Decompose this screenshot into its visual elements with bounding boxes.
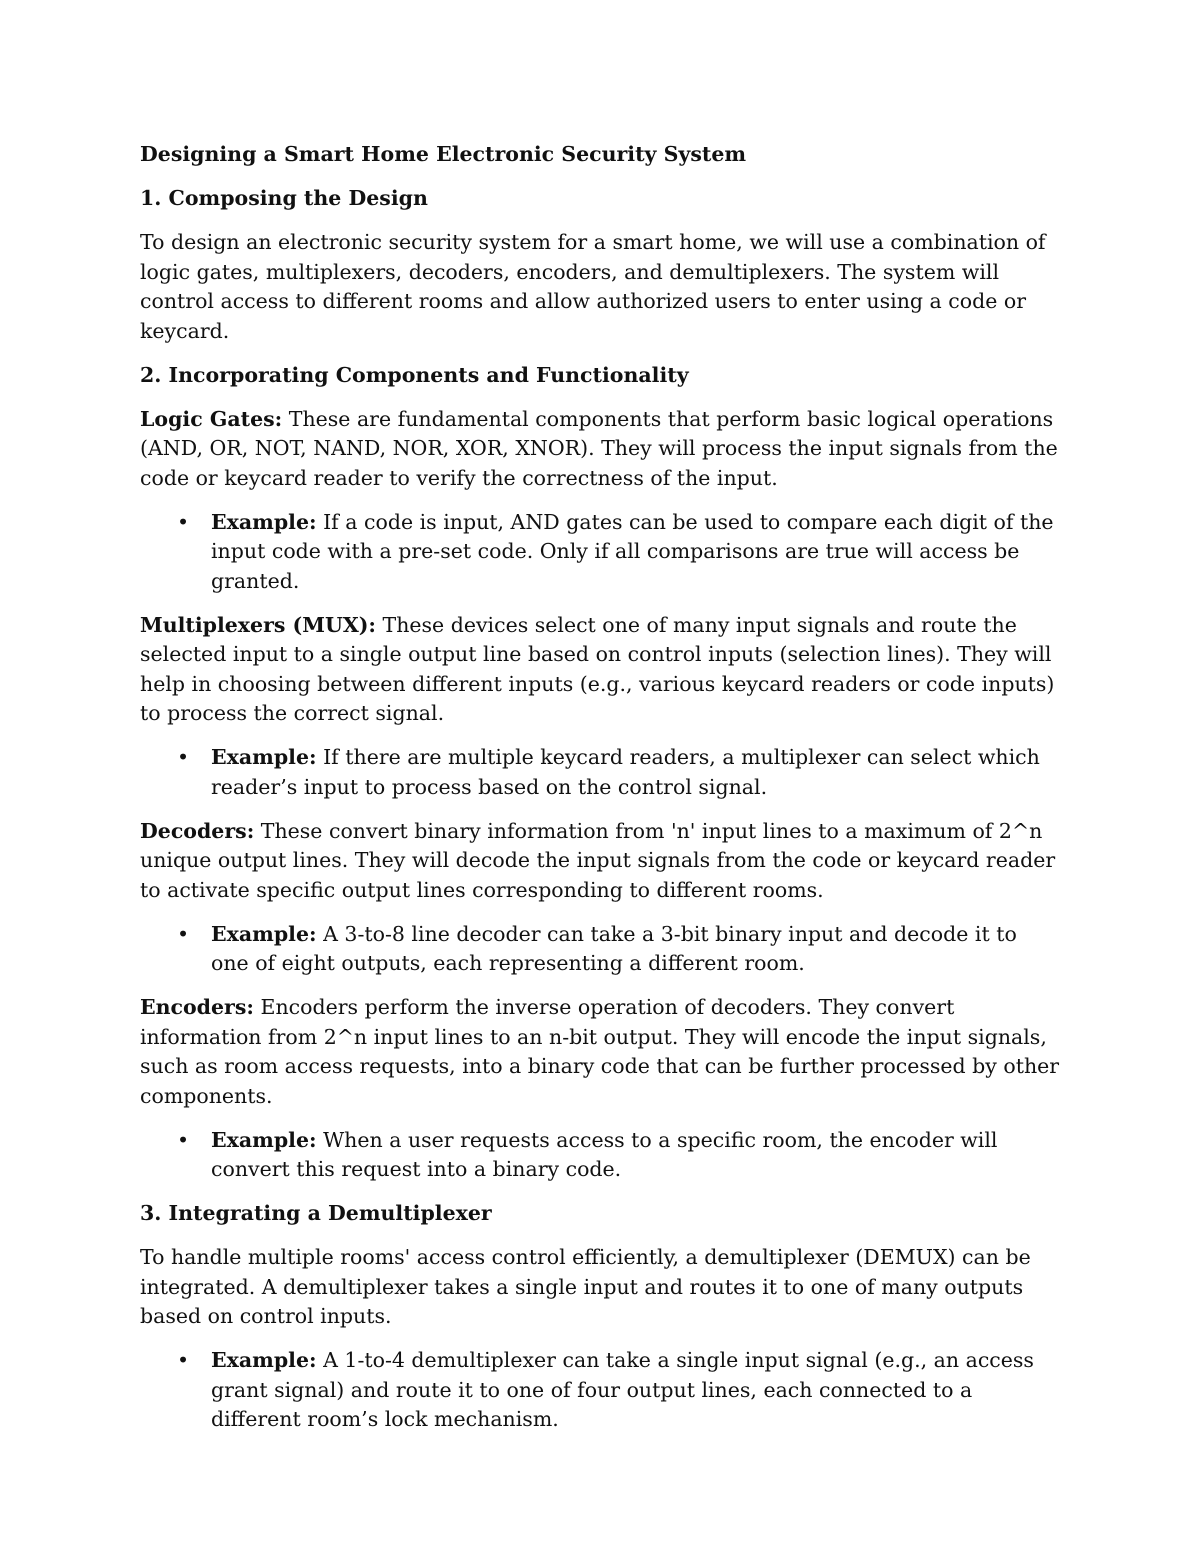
section-heading-composing: 1. Composing the Design [140,186,428,210]
section-heading-demultiplexer: 3. Integrating a Demultiplexer [140,1201,492,1225]
bullet-icon: • [176,1348,190,1372]
example-text: If there are multiple keycard readers, a multiplexer can select which reader’s input to process based on the control signal. [211,745,1040,799]
paragraph-multiplexers [140,611,1060,729]
document-page [140,140,1060,1449]
example-text: When a user requests access to a specific room, the encoder will convert this request into a binary code. [211,1127,998,1181]
text-multiplexers: These devices select one of many input signals and route the selected input to a single output line based on control inputs (selection lines). They will help in choosing between different inputs (e.g., various keycard readers or code inputs) to process the correct signal. [140,612,1055,725]
term-decoders: Decoders: [140,818,255,843]
example-label: Example: [211,1348,317,1372]
paragraph-encoders [140,993,1060,1111]
term-multiplexers: Multiplexers (MUX): [140,612,376,637]
example-text: If a code is input, AND gates can be used to compare each digit of the input code with a pre-set code. Only if all comparisons are true will access be granted. [211,509,1054,593]
document-title: Designing a Smart Home Electronic Security System [140,142,747,166]
bullet-example-decoders [140,920,1060,979]
bullet-example-encoders [140,1126,1060,1185]
example-label: Example: [211,745,317,769]
bullet-example-logic-gates [140,508,1060,597]
bullet-icon: • [176,509,190,534]
paragraph-logic-gates [140,405,1060,494]
term-encoders: Encoders: [140,995,254,1019]
text-decoders: These convert binary information from 'n' input lines to a maximum of 2^n unique output lines. They will decode the input signals from the code or keycard reader to activate specific output lines corresponding to different rooms. [140,818,1056,902]
bullet-example-multiplexers [140,743,1060,802]
bullet-example-demultiplexer [140,1346,1060,1435]
section-heading-components: 2. Incorporating Components and Functionality [140,362,689,387]
example-label: Example: [211,1127,317,1152]
bullet-icon: • [176,921,190,946]
text-logic-gates: These are fundamental components that perform basic logical operations (AND, OR, NOT, NAND, NOR, XOR, XNOR). They will process the input signals from the code or keycard reader to verify the correctness of the input. [140,406,1058,490]
example-text: A 1-to-4 demultiplexer can take a single input signal (e.g., an access grant signal) and route it to one of four output lines, each connected to a different room’s lock mechanism. [211,1348,1034,1431]
example-label: Example: [211,509,317,534]
paragraph-demultiplexer: To handle multiple rooms' access control efficiently, a demultiplexer (DEMUX) can be integrated. A demultiplexer takes a single input and routes it to one of many outputs based on control inputs. [140,1245,1031,1328]
paragraph-composing: To design an electronic security system for a smart home, we will use a combination of logic gates, multiplexers, decoders, encoders, and demultiplexers. The system will control access to different rooms and allow authorized users to enter using a code or keycard. [140,230,1046,343]
example-text: A 3-to-8 line decoder can take a 3-bit binary input and decode it to one of eight outputs, each representing a different room. [211,921,1017,975]
term-logic-gates: Logic Gates: [140,406,283,431]
bullet-icon: • [176,745,190,769]
text-encoders: Encoders perform the inverse operation of decoders. They convert information from 2^n input lines to an n-bit output. They will encode the input signals, such as room access requests, into a binary code that can be further processed by other components. [140,995,1060,1108]
paragraph-decoders [140,817,1060,906]
example-label: Example: [211,921,317,946]
bullet-icon: • [176,1127,190,1152]
